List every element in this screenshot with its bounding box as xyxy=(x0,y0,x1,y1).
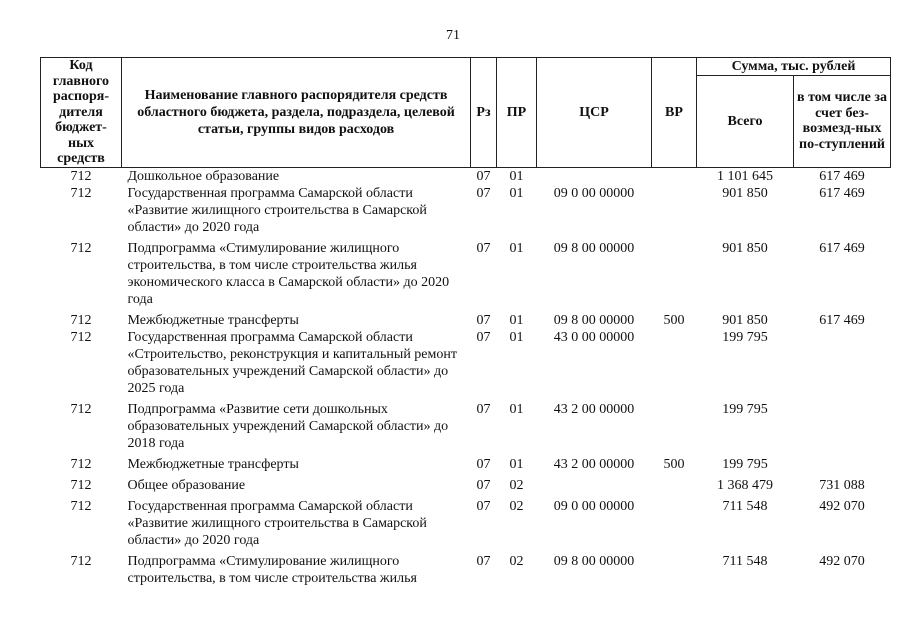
cell-total: 711 548 xyxy=(722,498,768,514)
cell-free: 731 088 xyxy=(819,477,865,493)
cell-vr xyxy=(652,185,697,236)
cell-csr: 43 0 00 00000 xyxy=(553,329,635,345)
header-sum: Сумма, тыс. рублей xyxy=(697,58,891,76)
cell-pr: 01 xyxy=(509,312,524,328)
cell-pr: 01 xyxy=(509,240,524,256)
cell-name: Подпрограмма «Развитие сети дошкольных образовательных учреждений Самарской области» до 2018 года xyxy=(127,401,449,451)
cell-name: Государственная программа Самарской области «Развитие жилищного строительства в Самарской области» до 2020 года xyxy=(127,185,427,235)
cell-csr: 43 2 00 00000 xyxy=(553,401,635,417)
header-total: Всего xyxy=(697,76,794,168)
table-row xyxy=(41,397,891,452)
cell-csr: 09 8 00 00000 xyxy=(553,312,635,328)
cell-rz: 07 xyxy=(476,312,491,328)
cell-total: 711 548 xyxy=(722,553,768,569)
table-row xyxy=(41,473,891,494)
cell-name: Дошкольное образование xyxy=(127,168,280,184)
cell-rz: 07 xyxy=(476,456,491,472)
header-code: Код главного распоря-дителя бюджет-ных средств xyxy=(41,58,122,168)
cell-total: 901 850 xyxy=(722,240,768,256)
cell-code: 712 xyxy=(70,456,92,472)
cell-name: Межбюджетные трансферты xyxy=(127,456,299,472)
cell-vr xyxy=(652,397,697,452)
cell-free: 617 469 xyxy=(819,312,865,328)
cell-code: 712 xyxy=(70,185,92,201)
table-row xyxy=(41,452,891,473)
cell-total: 199 795 xyxy=(722,456,768,472)
cell-free xyxy=(794,452,891,473)
cell-total: 199 795 xyxy=(722,329,768,345)
cell-total: 901 850 xyxy=(722,185,768,201)
cell-csr: 09 0 00 00000 xyxy=(553,185,635,201)
cell-code: 712 xyxy=(70,401,92,417)
header-vr: ВР xyxy=(652,58,697,168)
cell-name: Государственная программа Самарской области «Строительство, реконструкция и капитальный ремонт образовательных учреждений Самарской области» до 2025 года xyxy=(127,329,457,396)
cell-rz: 07 xyxy=(476,553,491,569)
cell-vr xyxy=(652,549,697,587)
table-row xyxy=(41,329,891,397)
cell-vr xyxy=(652,167,697,185)
cell-pr: 02 xyxy=(509,553,524,569)
cell-free: 617 469 xyxy=(819,240,865,256)
cell-rz: 07 xyxy=(476,168,491,184)
cell-rz: 07 xyxy=(476,401,491,417)
cell-code: 712 xyxy=(70,553,92,569)
table-header xyxy=(41,58,891,168)
header-name: Наименование главного распорядителя средств областного бюджета, раздела, подраздела, целевой статьи, группы видов расходов xyxy=(122,58,471,168)
header-free: в том числе за счет без-возмезд-ных по-ступлений xyxy=(794,76,891,168)
table-body xyxy=(41,167,891,587)
cell-rz: 07 xyxy=(476,498,491,514)
cell-free: 492 070 xyxy=(819,553,865,569)
cell-pr: 02 xyxy=(509,498,524,514)
cell-vr xyxy=(652,473,697,494)
cell-pr: 01 xyxy=(509,185,524,201)
table-row xyxy=(41,494,891,549)
cell-total: 1 368 479 xyxy=(717,477,773,493)
cell-name: Межбюджетные трансферты xyxy=(127,312,299,328)
cell-csr xyxy=(537,473,652,494)
table-row xyxy=(41,236,891,308)
cell-free xyxy=(794,397,891,452)
cell-csr: 09 8 00 00000 xyxy=(553,240,635,256)
header-csr: ЦСР xyxy=(537,58,652,168)
header-rz: Рз xyxy=(471,58,497,168)
cell-total: 199 795 xyxy=(722,401,768,417)
table-row xyxy=(41,167,891,185)
header-pr: ПР xyxy=(497,58,537,168)
cell-csr: 09 8 00 00000 xyxy=(553,553,635,569)
cell-code: 712 xyxy=(70,498,92,514)
table-row xyxy=(41,185,891,236)
cell-vr: 500 xyxy=(663,312,685,328)
cell-code: 712 xyxy=(70,240,92,256)
cell-rz: 07 xyxy=(476,477,491,493)
cell-free: 492 070 xyxy=(819,498,865,514)
table-row xyxy=(41,308,891,329)
cell-name: Подпрограмма «Стимулирование жилищного строительства, в том числе строительства жилья xyxy=(127,553,417,586)
cell-pr: 01 xyxy=(509,456,524,472)
cell-pr: 01 xyxy=(509,168,524,184)
cell-name: Государственная программа Самарской области «Развитие жилищного строительства в Самарской области» до 2020 года xyxy=(127,498,427,548)
cell-name: Общее образование xyxy=(127,477,246,493)
cell-code: 712 xyxy=(70,329,92,345)
cell-free: 617 469 xyxy=(819,185,865,201)
cell-rz: 07 xyxy=(476,185,491,201)
cell-free: 617 469 xyxy=(819,168,865,184)
cell-csr: 09 0 00 00000 xyxy=(553,498,635,514)
budget-table xyxy=(40,57,891,587)
cell-total: 1 101 645 xyxy=(717,168,773,184)
cell-code: 712 xyxy=(70,477,92,493)
cell-vr xyxy=(652,494,697,549)
cell-name: Подпрограмма «Стимулирование жилищного строительства, в том числе строительства жилья экономического класса в Самарской области» до 2020 года xyxy=(127,240,450,307)
cell-pr: 01 xyxy=(509,401,524,417)
page-number: 71 xyxy=(446,28,460,43)
cell-vr: 500 xyxy=(663,456,685,472)
cell-vr xyxy=(652,236,697,308)
cell-rz: 07 xyxy=(476,329,491,345)
cell-total: 901 850 xyxy=(722,312,768,328)
cell-csr: 43 2 00 00000 xyxy=(553,456,635,472)
cell-pr: 02 xyxy=(509,477,524,493)
cell-rz: 07 xyxy=(476,240,491,256)
cell-code: 712 xyxy=(70,168,92,184)
table-row xyxy=(41,549,891,587)
cell-code: 712 xyxy=(70,312,92,328)
cell-vr xyxy=(652,329,697,397)
cell-free xyxy=(794,329,891,397)
cell-pr: 01 xyxy=(509,329,524,345)
cell-csr xyxy=(537,167,652,185)
